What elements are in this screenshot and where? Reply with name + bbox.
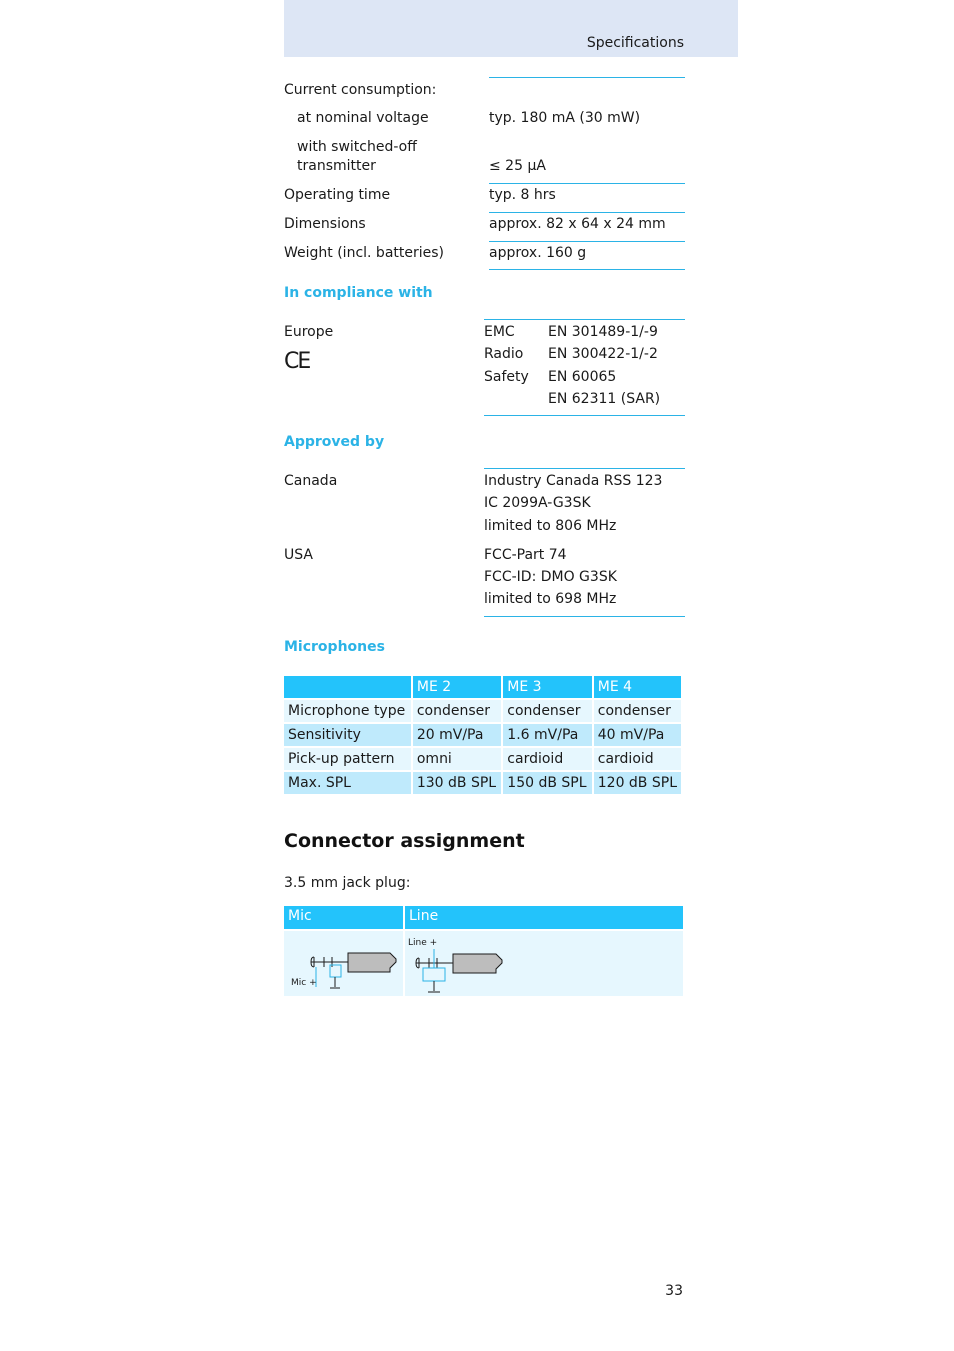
weight-value: approx. 160 g xyxy=(489,245,587,261)
canada-label: Canada xyxy=(284,473,338,489)
divider xyxy=(484,468,685,469)
compliance-key: Safety xyxy=(484,369,529,385)
table-cell: 1.6 mV/Pa xyxy=(503,724,591,746)
table-header-row xyxy=(284,676,681,698)
table-cell: Microphone type xyxy=(284,700,411,722)
connector-subtitle: 3.5 mm jack plug: xyxy=(284,875,411,891)
page-number: 33 xyxy=(665,1283,683,1299)
table-row xyxy=(284,772,681,794)
compliance-value: EN 62311 (SAR) xyxy=(548,391,661,407)
divider xyxy=(484,415,685,416)
switched-off-value: ≤ 25 μA xyxy=(489,158,546,174)
table-row xyxy=(284,700,681,722)
canada-line: Industry Canada RSS 123 xyxy=(484,473,663,489)
compliance-region: Europe xyxy=(284,324,334,340)
dimensions-label: Dimensions xyxy=(284,216,366,232)
jack-plug-line-icon xyxy=(405,931,683,996)
approved-title: Approved by xyxy=(284,434,385,450)
divider xyxy=(489,183,685,184)
table-cell: 20 mV/Pa xyxy=(413,724,501,746)
usa-line: FCC-Part 74 xyxy=(484,547,567,563)
usa-line: FCC-ID: DMO G3SK xyxy=(484,569,617,585)
switched-off-label-1: with switched-off xyxy=(297,139,417,155)
divider xyxy=(489,269,685,270)
divider xyxy=(489,77,685,78)
table-header-cell xyxy=(284,676,411,698)
operating-time-value: typ. 8 hrs xyxy=(489,187,556,203)
connector-line-cell xyxy=(405,931,683,996)
usa-label: USA xyxy=(284,547,313,563)
compliance-value: EN 60065 xyxy=(548,369,617,385)
switched-off-label-2: transmitter xyxy=(297,158,376,174)
table-header-cell: ME 4 xyxy=(594,676,681,698)
table-row xyxy=(284,748,681,770)
table-header-cell: ME 3 xyxy=(503,676,591,698)
compliance-title: In compliance with xyxy=(284,285,433,301)
table-cell: Max. SPL xyxy=(284,772,411,794)
table-cell: condenser xyxy=(594,700,681,722)
canada-line: limited to 806 MHz xyxy=(484,518,617,534)
table-cell: omni xyxy=(413,748,501,770)
compliance-key: EMC xyxy=(484,324,515,340)
table-cell: Sensitivity xyxy=(284,724,411,746)
microphones-table xyxy=(282,674,683,796)
usa-line: limited to 698 MHz xyxy=(484,591,617,607)
connector-mic-header: Mic xyxy=(284,906,403,929)
page-header-title: Specifications xyxy=(586,35,684,51)
nominal-voltage-value: typ. 180 mA (30 mW) xyxy=(489,110,641,126)
table-cell: 150 dB SPL xyxy=(503,772,591,794)
table-cell: condenser xyxy=(503,700,591,722)
divider xyxy=(489,241,685,242)
table-cell: 130 dB SPL xyxy=(413,772,501,794)
divider xyxy=(484,616,685,617)
ce-mark-icon: CE xyxy=(284,349,310,374)
microphones-title: Microphones xyxy=(284,639,385,655)
compliance-value: EN 300422-1/-2 xyxy=(548,346,658,362)
table-row xyxy=(284,724,681,746)
table-cell: cardioid xyxy=(503,748,591,770)
connector-title: Connector assignment xyxy=(284,830,525,852)
mic-plus-label: Mic + xyxy=(291,978,317,988)
operating-time-label: Operating time xyxy=(284,187,391,203)
table-cell: 120 dB SPL xyxy=(594,772,681,794)
line-plus-label: Line + xyxy=(408,938,438,948)
table-header-cell: ME 2 xyxy=(413,676,501,698)
compliance-value: EN 301489-1/-9 xyxy=(548,324,658,340)
dimensions-value: approx. 82 x 64 x 24 mm xyxy=(489,216,666,232)
divider xyxy=(489,212,685,213)
compliance-key: Radio xyxy=(484,346,524,362)
nominal-voltage-label: at nominal voltage xyxy=(297,110,429,126)
current-consumption-label: Current consumption: xyxy=(284,82,437,98)
table-cell: 40 mV/Pa xyxy=(594,724,681,746)
table-cell: condenser xyxy=(413,700,501,722)
divider xyxy=(484,319,685,320)
weight-label: Weight (incl. batteries) xyxy=(284,245,445,261)
canada-line: IC 2099A-G3SK xyxy=(484,495,591,511)
table-cell: cardioid xyxy=(594,748,681,770)
connector-line-header: Line xyxy=(405,906,683,929)
table-cell: Pick-up pattern xyxy=(284,748,411,770)
connector-mic-cell xyxy=(284,931,403,996)
